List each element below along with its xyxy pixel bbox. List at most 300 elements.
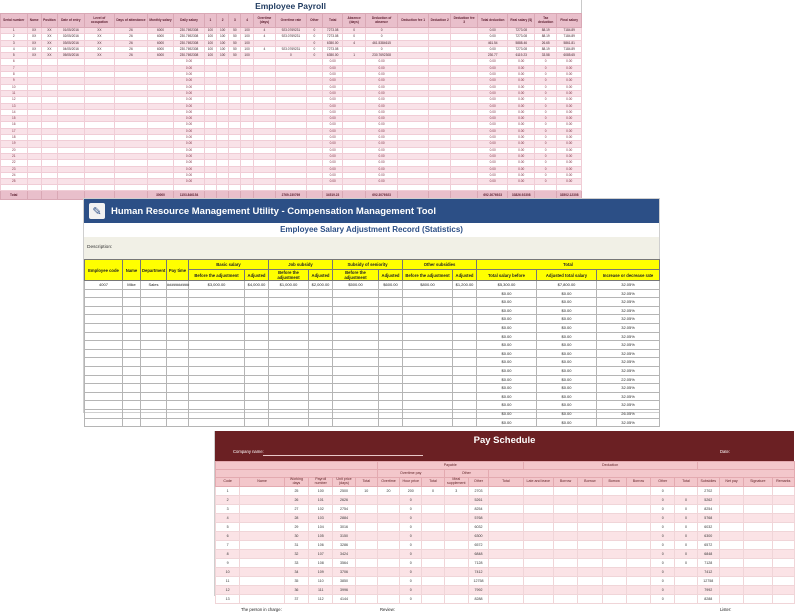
- payroll-cell[interactable]: 0.00: [365, 141, 398, 147]
- pay-cell[interactable]: [377, 513, 399, 522]
- pay-cell[interactable]: 27: [284, 504, 308, 513]
- pay-cell[interactable]: 0: [400, 576, 422, 585]
- salary-cell[interactable]: [269, 332, 309, 341]
- pay-cell[interactable]: [772, 594, 794, 603]
- salary-cell[interactable]: [141, 289, 167, 298]
- pay-cell[interactable]: 7412: [468, 567, 488, 576]
- payroll-cell[interactable]: 0.00: [557, 65, 582, 71]
- payroll-cell[interactable]: 26: [115, 46, 148, 52]
- salary-cell[interactable]: [269, 306, 309, 315]
- salary-cell[interactable]: [453, 349, 477, 358]
- salary-cell[interactable]: [141, 409, 167, 418]
- salary-cell[interactable]: [123, 409, 141, 418]
- payroll-cell[interactable]: 0.00: [508, 160, 535, 166]
- payroll-cell[interactable]: 0.00: [323, 116, 343, 122]
- payroll-cell[interactable]: 100: [217, 34, 229, 40]
- pay-cell[interactable]: 8288: [697, 594, 719, 603]
- salary-cell[interactable]: [123, 401, 141, 410]
- salary-cell[interactable]: [453, 384, 477, 393]
- salary-cell[interactable]: [453, 418, 477, 427]
- payroll-cell[interactable]: 0: [365, 34, 398, 40]
- salary-cell[interactable]: [333, 401, 379, 410]
- pay-cell[interactable]: 6032: [697, 522, 719, 531]
- payroll-cell[interactable]: XX: [41, 28, 57, 34]
- salary-cell[interactable]: [333, 332, 379, 341]
- pay-cell[interactable]: 200: [400, 486, 422, 495]
- salary-cell[interactable]: [123, 306, 141, 315]
- payroll-cell[interactable]: 0.00: [323, 147, 343, 153]
- salary-cell[interactable]: [85, 409, 123, 418]
- pay-cell[interactable]: 103: [309, 513, 333, 522]
- pay-cell[interactable]: 8: [216, 549, 240, 558]
- salary-cell[interactable]: $7,800.00: [537, 281, 597, 290]
- pay-cell[interactable]: 3424: [333, 549, 355, 558]
- payroll-cell[interactable]: 0.00: [323, 59, 343, 65]
- payroll-cell[interactable]: 0.00: [508, 72, 535, 78]
- payroll-cell[interactable]: 0.00: [477, 128, 508, 134]
- payroll-cell[interactable]: 0: [343, 28, 365, 34]
- pay-cell[interactable]: 110: [309, 576, 333, 585]
- salary-cell[interactable]: [245, 341, 269, 350]
- pay-cell[interactable]: 0: [400, 540, 422, 549]
- pay-cell[interactable]: 0: [651, 549, 675, 558]
- salary-cell[interactable]: [85, 418, 123, 427]
- salary-cell[interactable]: [309, 323, 333, 332]
- pay-cell[interactable]: [377, 531, 399, 540]
- pay-cell[interactable]: 6848: [468, 549, 488, 558]
- pay-cell[interactable]: [444, 558, 468, 567]
- payroll-cell[interactable]: 923.0769231: [276, 34, 307, 40]
- payroll-cell[interactable]: 0.00: [477, 28, 508, 34]
- pay-cell[interactable]: 0: [651, 585, 675, 594]
- salary-cell[interactable]: [85, 366, 123, 375]
- salary-cell[interactable]: [269, 349, 309, 358]
- pay-cell[interactable]: [675, 576, 697, 585]
- payroll-cell[interactable]: 0: [534, 166, 556, 172]
- payroll-cell[interactable]: 0.00: [174, 122, 205, 128]
- pay-cell[interactable]: [355, 504, 377, 513]
- payroll-cell[interactable]: 0.00: [174, 59, 205, 65]
- pay-cell[interactable]: [422, 531, 444, 540]
- pay-cell[interactable]: [602, 558, 626, 567]
- pay-cell[interactable]: [744, 567, 772, 576]
- payroll-cell[interactable]: 461.5384615: [365, 40, 398, 46]
- payroll-cell[interactable]: 0.00: [477, 90, 508, 96]
- payroll-cell[interactable]: 7184.89: [557, 46, 582, 52]
- salary-cell[interactable]: [245, 306, 269, 315]
- pay-cell[interactable]: [489, 594, 523, 603]
- payroll-cell[interactable]: XX: [84, 46, 115, 52]
- pay-cell[interactable]: 0: [400, 531, 422, 540]
- total-before-cell[interactable]: $0.00: [477, 349, 537, 358]
- pay-cell[interactable]: 13: [216, 594, 240, 603]
- salary-cell[interactable]: [85, 332, 123, 341]
- payroll-cell[interactable]: 0.00: [174, 153, 205, 159]
- total-before-cell[interactable]: $0.00: [477, 341, 537, 350]
- pay-cell[interactable]: [626, 486, 650, 495]
- salary-cell[interactable]: [141, 392, 167, 401]
- salary-cell[interactable]: [85, 349, 123, 358]
- pay-cell[interactable]: 104: [309, 522, 333, 531]
- salary-cell[interactable]: [309, 384, 333, 393]
- salary-cell[interactable]: [379, 392, 403, 401]
- payroll-cell[interactable]: 0.00: [365, 122, 398, 128]
- payroll-cell[interactable]: 0.00: [557, 160, 582, 166]
- payroll-cell[interactable]: 0.00: [557, 135, 582, 141]
- payroll-cell[interactable]: 6000: [147, 46, 174, 52]
- pay-cell[interactable]: [553, 531, 577, 540]
- salary-cell[interactable]: [403, 341, 453, 350]
- pay-cell[interactable]: 0: [400, 522, 422, 531]
- pay-cell[interactable]: [444, 576, 468, 585]
- adjusted-total-cell[interactable]: $0.00: [537, 306, 597, 315]
- payroll-cell[interactable]: 0.00: [174, 116, 205, 122]
- payroll-cell[interactable]: 100: [241, 28, 253, 34]
- salary-cell[interactable]: [309, 298, 333, 307]
- pay-cell[interactable]: 0: [675, 513, 697, 522]
- salary-cell[interactable]: [269, 358, 309, 367]
- pay-cell[interactable]: [377, 522, 399, 531]
- salary-cell[interactable]: [189, 392, 245, 401]
- payroll-cell[interactable]: 0.00: [477, 122, 508, 128]
- salary-cell[interactable]: [123, 323, 141, 332]
- pay-cell[interactable]: [553, 549, 577, 558]
- pay-cell[interactable]: 0: [651, 486, 675, 495]
- payroll-cell[interactable]: 0: [306, 46, 322, 52]
- salary-cell[interactable]: [245, 409, 269, 418]
- pay-cell[interactable]: [489, 513, 523, 522]
- payroll-cell[interactable]: 1: [343, 53, 365, 59]
- salary-cell[interactable]: [167, 392, 189, 401]
- pay-cell[interactable]: [553, 504, 577, 513]
- pay-cell[interactable]: 2703: [468, 486, 488, 495]
- salary-cell[interactable]: [333, 298, 379, 307]
- total-before-cell[interactable]: $0.00: [477, 418, 537, 427]
- payroll-cell[interactable]: 0.00: [174, 78, 205, 84]
- salary-cell[interactable]: [85, 306, 123, 315]
- pay-cell[interactable]: [523, 531, 553, 540]
- pay-cell[interactable]: 8288: [468, 594, 488, 603]
- salary-cell[interactable]: [269, 418, 309, 427]
- salary-cell[interactable]: [333, 409, 379, 418]
- pay-cell[interactable]: [553, 594, 577, 603]
- salary-cell[interactable]: [309, 409, 333, 418]
- pay-cell[interactable]: 9: [216, 558, 240, 567]
- salary-cell[interactable]: [189, 332, 245, 341]
- pay-cell[interactable]: 0: [651, 522, 675, 531]
- payroll-cell[interactable]: 26.65: [534, 40, 556, 46]
- pay-cell[interactable]: [523, 540, 553, 549]
- pay-cell[interactable]: [719, 540, 743, 549]
- payroll-cell[interactable]: 0.00: [174, 90, 205, 96]
- payroll-cell[interactable]: 0.00: [557, 103, 582, 109]
- increase-rate-cell[interactable]: 32.05%: [597, 341, 660, 350]
- payroll-cell[interactable]: XX: [27, 46, 41, 52]
- salary-cell[interactable]: [123, 341, 141, 350]
- payroll-cell[interactable]: 6000: [147, 34, 174, 40]
- salary-cell[interactable]: [189, 358, 245, 367]
- pay-cell[interactable]: [744, 594, 772, 603]
- payroll-cell[interactable]: 0.00: [365, 153, 398, 159]
- payroll-cell[interactable]: XX: [41, 53, 57, 59]
- payroll-cell[interactable]: 0.00: [365, 128, 398, 134]
- payroll-cell[interactable]: 0.00: [365, 172, 398, 178]
- salary-cell[interactable]: Mike: [123, 281, 141, 290]
- pay-cell[interactable]: [719, 504, 743, 513]
- pay-cell[interactable]: [772, 585, 794, 594]
- payroll-cell[interactable]: 0: [534, 122, 556, 128]
- pay-cell[interactable]: 12758: [697, 576, 719, 585]
- adjusted-total-cell[interactable]: $0.00: [537, 332, 597, 341]
- payroll-cell[interactable]: 0: [306, 53, 322, 59]
- salary-cell[interactable]: [189, 289, 245, 298]
- pay-cell[interactable]: 3706: [333, 567, 355, 576]
- salary-cell[interactable]: [189, 341, 245, 350]
- increase-rate-cell[interactable]: 32.05%: [597, 418, 660, 427]
- total-before-cell[interactable]: $0.00: [477, 306, 537, 315]
- pay-cell[interactable]: 0: [651, 504, 675, 513]
- pay-cell[interactable]: [626, 531, 650, 540]
- pay-cell[interactable]: 30: [284, 531, 308, 540]
- pay-cell[interactable]: [626, 549, 650, 558]
- pay-cell[interactable]: [523, 558, 553, 567]
- salary-cell[interactable]: [189, 401, 245, 410]
- pay-cell[interactable]: [523, 513, 553, 522]
- pay-cell[interactable]: [355, 567, 377, 576]
- salary-cell[interactable]: [245, 349, 269, 358]
- payroll-cell[interactable]: 0.00: [508, 65, 535, 71]
- salary-cell[interactable]: [333, 306, 379, 315]
- payroll-cell[interactable]: XX: [84, 28, 115, 34]
- payroll-cell[interactable]: 7184.89: [557, 28, 582, 34]
- payroll-cell[interactable]: 21: [1, 153, 28, 159]
- pay-cell[interactable]: 5768: [697, 513, 719, 522]
- pay-cell[interactable]: 0: [675, 522, 697, 531]
- payroll-cell[interactable]: XX: [41, 40, 57, 46]
- payroll-cell[interactable]: 18: [1, 135, 28, 141]
- payroll-cell[interactable]: 88.19: [534, 46, 556, 52]
- pay-cell[interactable]: [719, 576, 743, 585]
- pay-cell[interactable]: [744, 513, 772, 522]
- salary-cell[interactable]: [123, 392, 141, 401]
- payroll-cell[interactable]: 88.19: [534, 34, 556, 40]
- adjusted-total-cell[interactable]: $0.00: [537, 401, 597, 410]
- payroll-cell[interactable]: 100: [204, 53, 216, 59]
- salary-cell[interactable]: [245, 384, 269, 393]
- pay-cell[interactable]: [523, 594, 553, 603]
- salary-cell[interactable]: [85, 298, 123, 307]
- pay-cell[interactable]: [240, 585, 285, 594]
- pay-cell[interactable]: [489, 576, 523, 585]
- pay-cell[interactable]: 6572: [697, 540, 719, 549]
- salary-cell[interactable]: [245, 366, 269, 375]
- pay-cell[interactable]: [422, 585, 444, 594]
- pay-cell[interactable]: [744, 576, 772, 585]
- pay-cell[interactable]: 31: [284, 540, 308, 549]
- payroll-cell[interactable]: 6000: [147, 28, 174, 34]
- pay-cell[interactable]: [240, 531, 285, 540]
- payroll-cell[interactable]: 0: [534, 78, 556, 84]
- salary-cell[interactable]: [309, 366, 333, 375]
- pay-cell[interactable]: [578, 486, 602, 495]
- payroll-cell[interactable]: 6350.00: [323, 53, 343, 59]
- total-before-cell[interactable]: $0.00: [477, 366, 537, 375]
- pay-cell[interactable]: 0: [675, 558, 697, 567]
- salary-cell[interactable]: [85, 323, 123, 332]
- pay-cell[interactable]: [489, 549, 523, 558]
- payroll-cell[interactable]: 0: [534, 97, 556, 103]
- payroll-cell[interactable]: 20: [1, 147, 28, 153]
- payroll-cell[interactable]: 0.00: [508, 97, 535, 103]
- payroll-cell[interactable]: 0.00: [323, 179, 343, 185]
- pay-cell[interactable]: 3: [444, 486, 468, 495]
- payroll-cell[interactable]: 230.7692308: [174, 34, 205, 40]
- pay-cell[interactable]: [626, 495, 650, 504]
- payroll-cell[interactable]: 0: [276, 53, 307, 59]
- payroll-cell[interactable]: 0.00: [557, 141, 582, 147]
- pay-cell[interactable]: [744, 585, 772, 594]
- salary-cell[interactable]: [189, 306, 245, 315]
- pay-cell[interactable]: 2: [216, 495, 240, 504]
- payroll-cell[interactable]: 0: [534, 59, 556, 65]
- salary-cell[interactable]: [189, 323, 245, 332]
- payroll-cell[interactable]: 0.00: [365, 65, 398, 71]
- pay-cell[interactable]: 109: [309, 567, 333, 576]
- salary-cell[interactable]: [167, 349, 189, 358]
- salary-cell[interactable]: [167, 332, 189, 341]
- payroll-cell[interactable]: 0.00: [477, 166, 508, 172]
- payroll-cell[interactable]: 0.00: [508, 109, 535, 115]
- pay-cell[interactable]: [377, 495, 399, 504]
- payroll-cell[interactable]: 50: [229, 28, 241, 34]
- pay-cell[interactable]: 108: [309, 558, 333, 567]
- salary-cell[interactable]: $500.00: [333, 281, 379, 290]
- salary-cell[interactable]: [189, 366, 245, 375]
- adjusted-total-cell[interactable]: $0.00: [537, 349, 597, 358]
- salary-cell[interactable]: [309, 375, 333, 384]
- pay-cell[interactable]: [523, 585, 553, 594]
- salary-cell[interactable]: [123, 418, 141, 427]
- pay-cell[interactable]: [602, 522, 626, 531]
- pay-cell[interactable]: [602, 567, 626, 576]
- total-before-cell[interactable]: $0.00: [477, 384, 537, 393]
- payroll-cell[interactable]: 0.00: [508, 166, 535, 172]
- salary-cell[interactable]: [309, 418, 333, 427]
- pay-cell[interactable]: 0: [400, 495, 422, 504]
- salary-cell[interactable]: [379, 418, 403, 427]
- pay-cell[interactable]: [772, 513, 794, 522]
- salary-cell[interactable]: [269, 289, 309, 298]
- payroll-cell[interactable]: 0.00: [323, 72, 343, 78]
- salary-cell[interactable]: [141, 315, 167, 324]
- payroll-cell[interactable]: 0.00: [365, 78, 398, 84]
- salary-cell[interactable]: [245, 315, 269, 324]
- payroll-cell[interactable]: 0.00: [508, 59, 535, 65]
- pay-cell[interactable]: 112: [309, 594, 333, 603]
- payroll-cell[interactable]: 4: [253, 46, 275, 52]
- pay-cell[interactable]: [444, 585, 468, 594]
- pay-cell[interactable]: 8254: [697, 504, 719, 513]
- pay-cell[interactable]: [489, 585, 523, 594]
- adjusted-total-cell[interactable]: $0.00: [537, 341, 597, 350]
- payroll-cell[interactable]: 0: [343, 34, 365, 40]
- payroll-cell[interactable]: 0.00: [557, 153, 582, 159]
- salary-cell[interactable]: ##########: [167, 281, 189, 290]
- payroll-cell[interactable]: 0.00: [323, 128, 343, 134]
- payroll-cell[interactable]: 26: [115, 40, 148, 46]
- payroll-cell[interactable]: 0.00: [365, 103, 398, 109]
- pay-cell[interactable]: [444, 549, 468, 558]
- payroll-cell[interactable]: 0.00: [508, 103, 535, 109]
- payroll-cell[interactable]: 0.00: [508, 128, 535, 134]
- pay-cell[interactable]: 6572: [468, 540, 488, 549]
- pay-cell[interactable]: [422, 513, 444, 522]
- pay-cell[interactable]: [719, 585, 743, 594]
- pay-cell[interactable]: [355, 531, 377, 540]
- increase-rate-cell[interactable]: 32.05%: [597, 392, 660, 401]
- pay-cell[interactable]: [719, 594, 743, 603]
- pay-cell[interactable]: 6032: [468, 522, 488, 531]
- pay-cell[interactable]: 6300: [697, 531, 719, 540]
- pay-cell[interactable]: [772, 540, 794, 549]
- payroll-cell[interactable]: 923.0769231: [276, 28, 307, 34]
- salary-cell[interactable]: $800.00: [403, 281, 453, 290]
- pay-cell[interactable]: [626, 594, 650, 603]
- increase-rate-cell[interactable]: 32.05%: [597, 358, 660, 367]
- pay-cell[interactable]: [719, 549, 743, 558]
- pay-cell[interactable]: 11: [216, 576, 240, 585]
- pay-cell[interactable]: 3150: [333, 531, 355, 540]
- pay-cell[interactable]: [489, 495, 523, 504]
- pay-cell[interactable]: [719, 495, 743, 504]
- pay-cell[interactable]: 0: [422, 486, 444, 495]
- payroll-cell[interactable]: 6: [1, 59, 28, 65]
- salary-cell[interactable]: [189, 349, 245, 358]
- payroll-cell[interactable]: 0: [534, 153, 556, 159]
- salary-cell[interactable]: [403, 384, 453, 393]
- pay-cell[interactable]: [422, 540, 444, 549]
- salary-cell[interactable]: [245, 358, 269, 367]
- pay-cell[interactable]: [578, 567, 602, 576]
- salary-cell[interactable]: [403, 401, 453, 410]
- salary-cell[interactable]: [123, 349, 141, 358]
- salary-cell[interactable]: [453, 298, 477, 307]
- salary-cell[interactable]: Sales: [141, 281, 167, 290]
- salary-cell[interactable]: [245, 323, 269, 332]
- payroll-cell[interactable]: 0.00: [323, 90, 343, 96]
- pay-cell[interactable]: 5768: [468, 513, 488, 522]
- pay-cell[interactable]: [355, 522, 377, 531]
- salary-cell[interactable]: [85, 358, 123, 367]
- payroll-cell[interactable]: 01/05/2016: [58, 28, 85, 34]
- salary-cell[interactable]: [379, 384, 403, 393]
- payroll-cell[interactable]: 0.00: [174, 141, 205, 147]
- pay-cell[interactable]: 0: [675, 495, 697, 504]
- salary-cell[interactable]: [141, 418, 167, 427]
- salary-cell[interactable]: [167, 315, 189, 324]
- pay-cell[interactable]: [578, 558, 602, 567]
- payroll-cell[interactable]: 6119.23: [508, 53, 535, 59]
- pay-cell[interactable]: [240, 486, 285, 495]
- salary-cell[interactable]: 32.05%: [597, 281, 660, 290]
- payroll-cell[interactable]: 7273.08: [323, 28, 343, 34]
- payroll-cell[interactable]: XX: [27, 40, 41, 46]
- pay-cell[interactable]: [355, 540, 377, 549]
- adjusted-total-cell[interactable]: $0.00: [537, 289, 597, 298]
- salary-cell[interactable]: [245, 375, 269, 384]
- pay-cell[interactable]: [602, 531, 626, 540]
- salary-cell[interactable]: [245, 332, 269, 341]
